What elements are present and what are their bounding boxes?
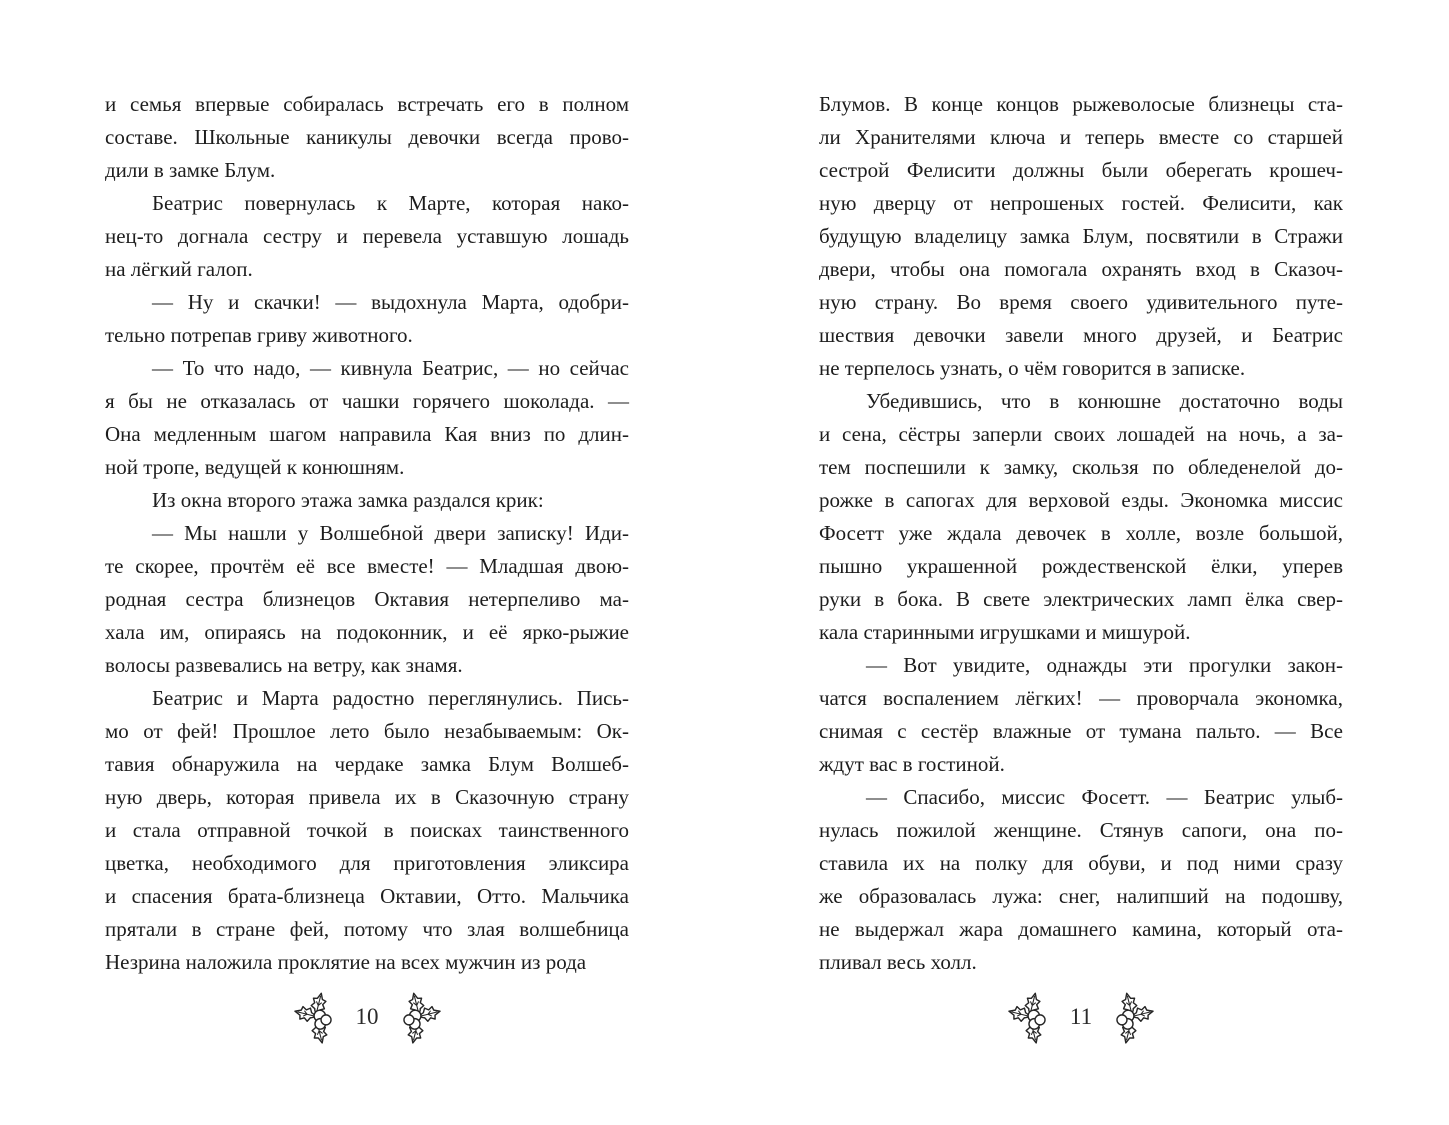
- text-line: тельно потрепав гриву животного.: [105, 323, 413, 347]
- holly-icon: [1007, 990, 1057, 1048]
- text-line: рожке в сапогах для верховой езды. Экономка миссис: [819, 488, 1343, 512]
- text-line: мо от фей! Прошлое лето было незабываемым: Ок-: [105, 719, 629, 743]
- text-line: пливал весь холл.: [819, 950, 977, 974]
- text-line: цветка, необходимого для приготовления эликсира: [105, 851, 629, 875]
- text-line: будущую владелицу замка Блум, посвятили в Стражи: [819, 224, 1343, 248]
- page-right: [819, 0, 1343, 1125]
- holly-icon: [392, 990, 442, 1048]
- page-left-footer: [105, 990, 629, 1048]
- text-line: и спасения брата-близнеца Октавии, Отто. Мальчика: [105, 884, 629, 908]
- text-line: я бы не отказалась от чашки горячего шоколада. —: [105, 389, 629, 413]
- text-line: снимая с сестёр влажные от тумана пальто. — Все: [819, 719, 1343, 743]
- text-line: Убедившись, что в конюшне достаточно воды: [866, 389, 1343, 413]
- text-line: Из окна второго этажа замка раздался крик:: [152, 488, 544, 512]
- page-left-text: [105, 0, 629, 979]
- text-line: ную дверцу от непрошеных гостей. Фелисити, как: [819, 191, 1343, 215]
- text-line: — Ну и скачки! — выдохнула Марта, одобри-: [152, 290, 629, 314]
- text-line: нулась пожилой женщине. Стянув сапоги, она по-: [819, 818, 1343, 842]
- text-line: родная сестра близнецов Октавия нетерпеливо ма-: [105, 587, 629, 611]
- text-line: и стала отправной точкой в поисках таинственного: [105, 818, 629, 842]
- holly-icon: [1105, 990, 1155, 1048]
- text-line: дили в замке Блум.: [105, 158, 276, 182]
- page-right-text: [819, 0, 1343, 979]
- text-line: и семья впервые собиралась встречать его в полном: [105, 92, 629, 116]
- text-line: Беатрис и Марта радостно переглянулись. Пись-: [152, 686, 629, 710]
- text-line: на лёгкий галоп.: [105, 257, 253, 281]
- text-line: не терпелось узнать, о чём говорится в записке.: [819, 356, 1246, 380]
- text-line: составе. Школьные каникулы девочки всегда прово-: [105, 125, 629, 149]
- text-line: — Спасибо, миссис Фосетт. — Беатрис улыб-: [866, 785, 1343, 809]
- text-line: сестрой Фелисити должны были оберегать крошеч-: [819, 158, 1343, 182]
- text-line: двери, чтобы она помогала охранять вход в Сказоч-: [819, 257, 1343, 281]
- text-line: ной тропе, ведущей к конюшням.: [105, 455, 405, 479]
- text-line: ную дверь, которая привела их в Сказочную страну: [105, 785, 629, 809]
- page-left: [105, 0, 629, 1125]
- text-line: Она медленным шагом направила Кая вниз по длин-: [105, 422, 629, 446]
- text-line: ную страну. Во время своего удивительного путе-: [819, 290, 1343, 314]
- text-line: — Вот увидите, однажды эти прогулки закон-: [866, 653, 1343, 677]
- text-line: ли Хранителями ключа и теперь вместе со старшей: [819, 125, 1343, 149]
- text-line: шествия девочки завели много друзей, и Беатрис: [819, 323, 1343, 347]
- text-line: те скорее, прочтём её все вместе! — Младшая двою-: [105, 554, 629, 578]
- text-line: волосы развевались на ветру, как знамя.: [105, 653, 463, 677]
- holly-icon: [293, 990, 343, 1048]
- text-line: Беатрис повернулась к Марте, которая нако-: [152, 191, 629, 215]
- text-line: ждут вас в гостиной.: [819, 752, 1005, 776]
- text-line: Фосетт уже ждала девочек в холле, возле большой,: [819, 521, 1343, 545]
- text-line: хала им, опираясь на подоконник, и её ярко-рыжие: [105, 620, 629, 644]
- text-line: прятали в стране фей, потому что злая волшебница: [105, 917, 629, 941]
- page-right-footer: [819, 990, 1343, 1048]
- text-line: руки в бока. В свете электрических ламп ёлка свер-: [819, 587, 1343, 611]
- text-line: тем поспешили к замку, скользя по обледенелой до-: [819, 455, 1343, 479]
- text-line: тавия обнаружила на чердаке замка Блум Волшеб-: [105, 752, 629, 776]
- text-line: — Мы нашли у Волшебной двери записку! Иди-: [152, 521, 629, 545]
- text-line: и сена, сёстры заперли своих лошадей на ночь, а за-: [819, 422, 1343, 446]
- text-line: нец-то догнала сестру и перевела уставшую лошадь: [105, 224, 629, 248]
- text-line: — То что надо, — кивнула Беатрис, — но сейчас: [152, 356, 629, 380]
- page-number: 11: [1069, 1003, 1093, 1029]
- text-line: пышно украшенной рождественской ёлки, уперев: [819, 554, 1343, 578]
- text-line: Блумов. В конце концов рыжеволосые близнецы ста-: [819, 92, 1343, 116]
- text-line: чатся воспалением лёгких! — проворчала экономка,: [819, 686, 1343, 710]
- text-line: Незрина наложила проклятие на всех мужчин из рода: [105, 950, 587, 974]
- text-line: же образовалась лужа: снег, налипший на подошву,: [819, 884, 1343, 908]
- page-number: 10: [355, 1003, 379, 1029]
- text-line: ставила их на полку для обуви, и под ними сразу: [819, 851, 1343, 875]
- text-line: кала старинными игрушками и мишурой.: [819, 620, 1191, 644]
- text-line: не выдержал жара домашнего камина, который ота-: [819, 917, 1343, 941]
